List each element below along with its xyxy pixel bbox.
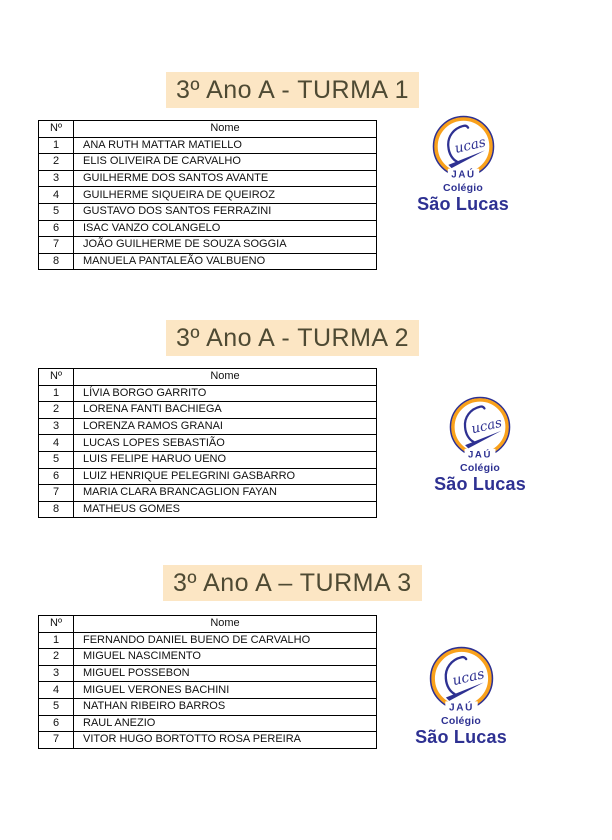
student-name: LUIZ HENRIQUE PELEGRINI GASBARRO <box>74 468 377 485</box>
student-name: LUIS FELIPE HARUO UENO <box>74 451 377 468</box>
row-number: 6 <box>39 715 74 732</box>
school-type-label: Colégio <box>443 182 483 194</box>
row-number: 3 <box>39 170 74 187</box>
student-name: VITOR HUGO BORTOTTO ROSA PEREIRA <box>74 732 377 749</box>
column-header-number: Nº <box>39 121 74 138</box>
table-row <box>39 170 377 187</box>
row-number: 5 <box>39 451 74 468</box>
table-row <box>39 632 377 649</box>
student-name: MATHEUS GOMES <box>74 501 377 518</box>
table-row <box>39 237 377 254</box>
student-name: MANUELA PANTALEÃO VALBUENO <box>74 253 377 270</box>
badge-word: ucas <box>450 666 486 690</box>
student-name: MIGUEL POSSEBON <box>74 665 377 682</box>
table-row <box>39 649 377 666</box>
row-number: 1 <box>39 385 74 402</box>
student-name: GUILHERME SIQUEIRA DE QUEIROZ <box>74 187 377 204</box>
table-row <box>39 682 377 699</box>
section-title-turma-1: 3º Ano A - TURMA 1 <box>166 72 419 108</box>
badge-word: ucas <box>452 134 487 157</box>
school-type-label: Colégio <box>460 462 500 474</box>
table-row <box>39 501 377 518</box>
student-name: NATHAN RIBEIRO BARROS <box>74 698 377 715</box>
student-name: MIGUEL VERONES BACHINI <box>74 682 377 699</box>
row-number: 4 <box>39 435 74 452</box>
table-row <box>39 665 377 682</box>
student-name: JOÃO GUILHERME DE SOUZA SOGGIA <box>74 237 377 254</box>
school-badge-icon <box>448 395 512 459</box>
row-number: 4 <box>39 187 74 204</box>
table-row <box>39 435 377 452</box>
student-name: MARIA CLARA BRANCAGLION FAYAN <box>74 485 377 502</box>
student-name: GUSTAVO DOS SANTOS FERRAZINI <box>74 203 377 220</box>
row-number: 3 <box>39 665 74 682</box>
school-badge-icon <box>431 114 496 179</box>
table-row <box>39 418 377 435</box>
table-row <box>39 732 377 749</box>
student-name: GUILHERME DOS SANTOS AVANTE <box>74 170 377 187</box>
row-number: 4 <box>39 682 74 699</box>
table-row <box>39 253 377 270</box>
roster-table-turma-2 <box>38 368 377 518</box>
table-header-row <box>39 369 377 386</box>
school-name-label: São Lucas <box>415 726 507 747</box>
table-header-row <box>39 121 377 138</box>
school-name-label: São Lucas <box>417 193 509 214</box>
section-title-turma-3: 3º Ano A – TURMA 3 <box>163 565 422 601</box>
student-name: LORENA FANTI BACHIEGA <box>74 402 377 419</box>
row-number: 2 <box>39 154 74 171</box>
table-row <box>39 154 377 171</box>
table-row <box>39 715 377 732</box>
table-row <box>39 402 377 419</box>
column-header-name: Nome <box>74 121 377 138</box>
row-number: 5 <box>39 203 74 220</box>
roster-table-turma-3 <box>38 615 377 749</box>
row-number: 3 <box>39 418 74 435</box>
table-row <box>39 485 377 502</box>
school-logo <box>399 645 523 746</box>
row-number: 8 <box>39 253 74 270</box>
section-title-turma-2: 3º Ano A - TURMA 2 <box>166 320 419 356</box>
school-logo <box>418 395 542 493</box>
student-name: LORENZA RAMOS GRANAI <box>74 418 377 435</box>
student-name: RAUL ANEZIO <box>74 715 377 732</box>
table-row <box>39 203 377 220</box>
column-header-name: Nome <box>74 369 377 386</box>
badge-city-label: JAÚ <box>468 449 492 459</box>
row-number: 7 <box>39 732 74 749</box>
row-number: 5 <box>39 698 74 715</box>
column-header-number: Nº <box>39 369 74 386</box>
badge-word: ucas <box>470 415 504 438</box>
roster-table-turma-1 <box>38 120 377 270</box>
row-number: 1 <box>39 137 74 154</box>
table-row <box>39 220 377 237</box>
table-row <box>39 468 377 485</box>
table-row <box>39 385 377 402</box>
school-logo <box>401 114 525 213</box>
student-name: MIGUEL NASCIMENTO <box>74 649 377 666</box>
table-row <box>39 698 377 715</box>
badge-city-label: JAÚ <box>448 702 474 712</box>
badge-city-label: JAÚ <box>450 169 476 179</box>
row-number: 1 <box>39 632 74 649</box>
student-name: LUCAS LOPES SEBASTIÃO <box>74 435 377 452</box>
student-name: ELIS OLIVEIRA DE CARVALHO <box>74 154 377 171</box>
table-row <box>39 187 377 204</box>
row-number: 6 <box>39 468 74 485</box>
student-name: ANA RUTH MATTAR MATIELLO <box>74 137 377 154</box>
row-number: 6 <box>39 220 74 237</box>
column-header-number: Nº <box>39 616 74 633</box>
school-type-label: Colégio <box>441 715 481 727</box>
student-name: LÍVIA BORGO GARRITO <box>74 385 377 402</box>
student-name: FERNANDO DANIEL BUENO DE CARVALHO <box>74 632 377 649</box>
school-badge-icon <box>428 645 495 712</box>
row-number: 2 <box>39 402 74 419</box>
table-row <box>39 137 377 154</box>
school-name-label: São Lucas <box>434 473 526 494</box>
row-number: 2 <box>39 649 74 666</box>
row-number: 8 <box>39 501 74 518</box>
column-header-name: Nome <box>74 616 377 633</box>
student-name: ISAC VANZO COLANGELO <box>74 220 377 237</box>
table-row <box>39 451 377 468</box>
row-number: 7 <box>39 237 74 254</box>
table-header-row <box>39 616 377 633</box>
row-number: 7 <box>39 485 74 502</box>
